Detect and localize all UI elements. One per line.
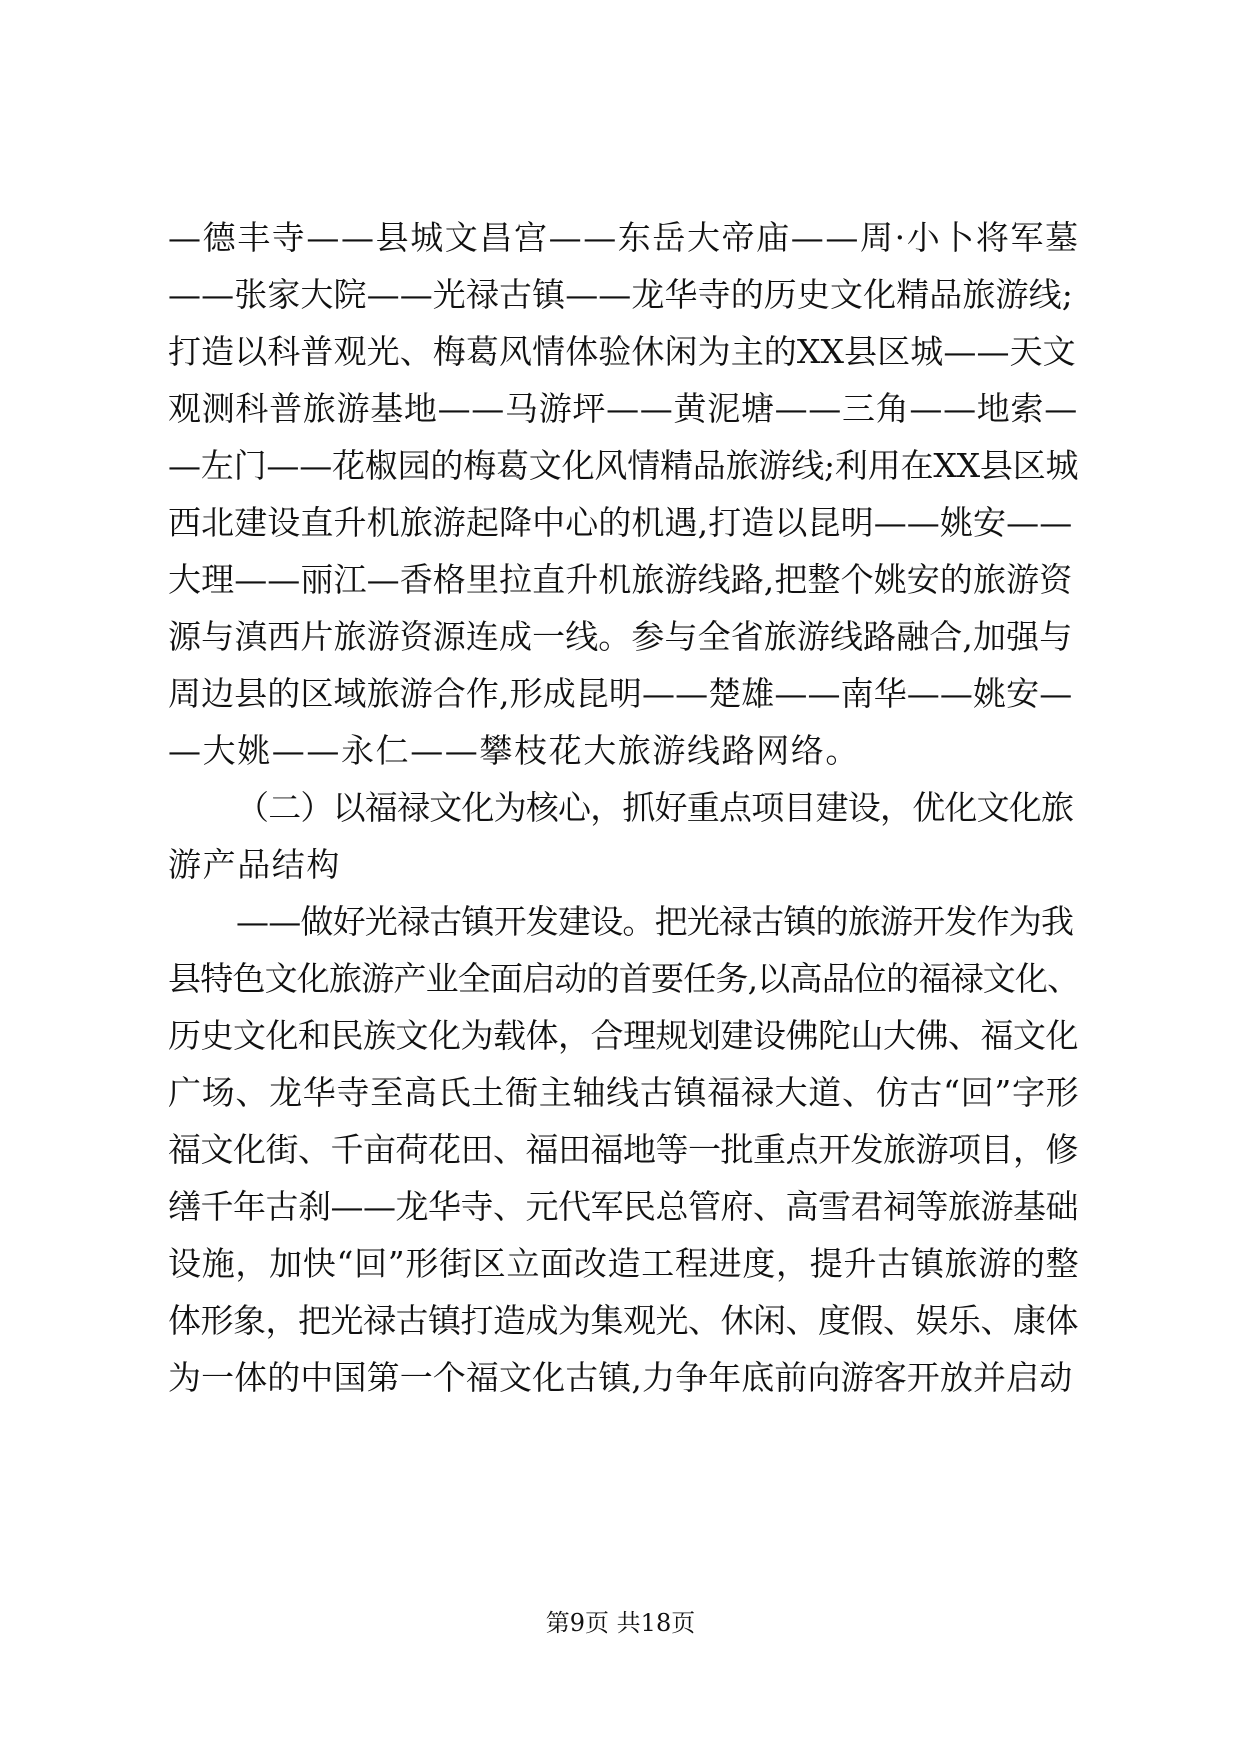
text-line-18: 缮千年古刹——龙华寺、元代军民总管府、高雪君祠等旅游基础 [168,1187,1078,1226]
text-line-2: ——张家大院——光禄古镇——龙华寺的历史文化精品旅游线; [168,275,1073,314]
text-line-15: 历史文化和民族文化为载体，合理规划建设佛陀山大佛、福文化 [168,1016,1078,1055]
text-line-13: ——做好光禄古镇开发建设。把光禄古镇的旅游开发作为我 [236,902,1074,941]
text-line-3: 打造以科普观光、梅葛风情体验休闲为主的XX县区城——天文 [168,332,1076,371]
text-line-20: 体形象，把光禄古镇打造成为集观光、休闲、度假、娱乐、康体 [168,1301,1078,1340]
text-line-19: 设施，加快“回”形街区立面改造工程进度，提升古镇旅游的整 [168,1244,1080,1283]
text-line-17: 福文化街、千亩荷花田、福田福地等一批重点开发旅游项目，修 [168,1130,1078,1169]
text-line-10: —大姚——永仁——攀枝花大旅游线路网络。 [168,731,860,770]
page-number-footer: 第9页 共18页 [545,1609,696,1637]
text-line-9: 周边县的区域旅游合作,形成昆明——楚雄——南华——姚安— [168,674,1073,713]
text-line-8: 源与滇西片旅游资源连成一线。参与全省旅游线路融合,加强与 [168,617,1073,656]
text-line-1: —德丰寺——县城文昌宫——东岳大帝庙——周·小卜将军墓 [168,218,1080,257]
text-line-7: 大理——丽江—香格里拉直升机旅游线路,把整个姚安的旅游资 [168,560,1073,599]
text-line-21: 为一体的中国第一个福文化古镇,力争年底前向游客开放并启动 [168,1358,1073,1397]
text-line-4: 观测科普旅游基地——马游坪——黄泥塘——三角——地索— [168,389,1078,428]
text-line-14: 县特色文化旅游产业全面启动的首要任务,以高品位的福禄文化、 [168,959,1080,998]
text-line-16: 广场、龙华寺至高氏土衙主轴线古镇福禄大道、仿古“回”字形 [168,1073,1080,1112]
text-line-5: —左门——花椒园的梅葛文化风情精品旅游线;利用在XX县区城 [168,446,1079,485]
section-heading-line-2: 游产品结构 [168,845,341,884]
text-line-6: 西北建设直升机旅游起降中心的机遇,打造以昆明——姚安—— [168,503,1073,542]
section-heading-line-1: （二）以福禄文化为核心，抓好重点项目建设，优化文化旅 [236,788,1074,827]
